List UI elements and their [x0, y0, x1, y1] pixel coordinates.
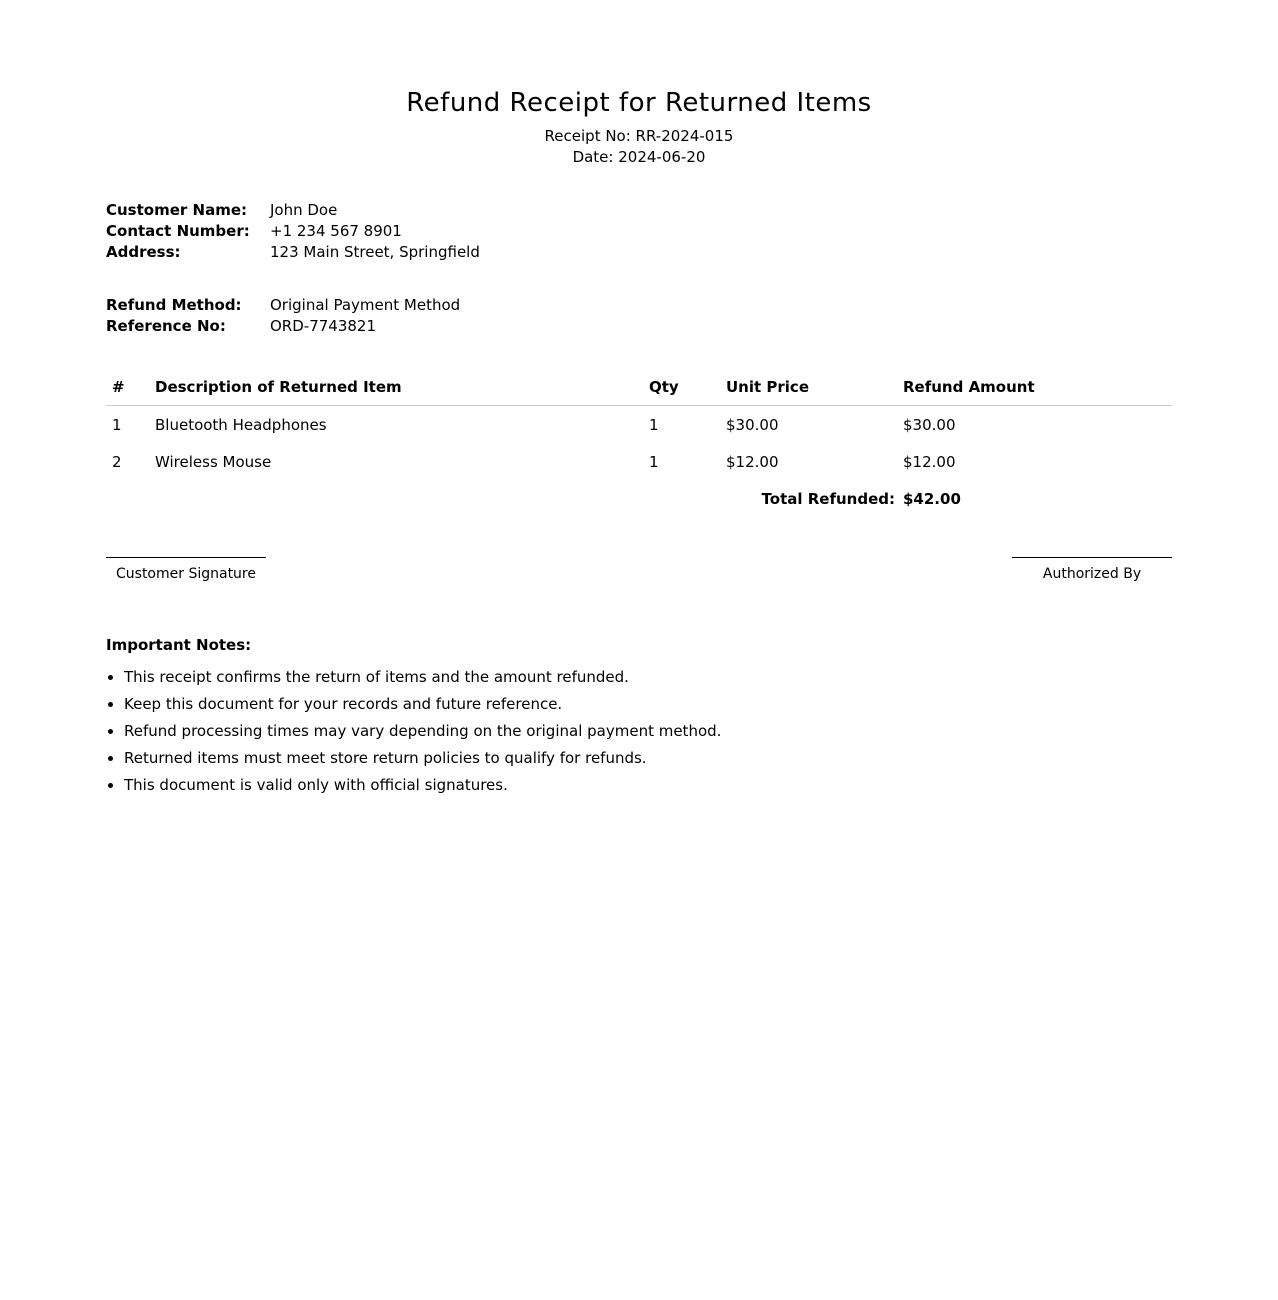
list-item: • This document is valid only with official signatures. [124, 772, 721, 799]
header-number: # [106, 368, 149, 406]
total-refunded-label: Total Refunded: [761, 489, 895, 508]
customer-name-row [106, 200, 480, 221]
table-row [106, 406, 1172, 444]
reference-no-value: ORD-7743821 [270, 317, 376, 335]
total-row [106, 480, 1172, 517]
row-description: Wireless Mouse [155, 452, 272, 471]
receipt-date: Date: 2024-06-20 [572, 148, 706, 166]
row-qty: 1 [649, 415, 659, 434]
header-qty: Qty [643, 368, 720, 406]
table-row [106, 443, 1172, 480]
list-item: • This receipt confirms the return of items and the amount refunded. [124, 664, 721, 691]
refund-method-row [106, 295, 460, 316]
table-header-row [106, 368, 1172, 406]
refund-method-value: Original Payment Method [270, 296, 461, 314]
row-refund-amount: $12.00 [903, 452, 956, 471]
row-unit-price: $12.00 [726, 452, 779, 471]
contact-number-label: Contact Number: [106, 222, 250, 240]
row-refund-amount: $30.00 [903, 415, 956, 434]
list-item: • Returned items must meet store return policies to qualify for refunds. [124, 745, 721, 772]
row-number: 1 [112, 415, 122, 434]
list-item: • Keep this document for your records and future reference. [124, 691, 721, 718]
authorized-by-line: Authorized By [1012, 557, 1172, 582]
customer-name-label: Customer Name: [106, 201, 247, 219]
customer-name-value: John Doe [270, 201, 338, 219]
customer-signature-line: Customer Signature [106, 557, 266, 582]
notes-title: Important Notes: [106, 636, 252, 654]
refund-method-label: Refund Method: [106, 296, 242, 314]
row-number: 2 [112, 452, 122, 471]
address-value: 123 Main Street, Springfield [270, 243, 480, 261]
reference-no-row [106, 316, 460, 337]
notes-list [106, 664, 721, 799]
row-unit-price: $30.00 [726, 415, 779, 434]
contact-number-value: +1 234 567 8901 [270, 222, 402, 240]
row-description: Bluetooth Headphones [155, 415, 327, 434]
reference-no-label: Reference No: [106, 317, 226, 335]
header-unit-price: Unit Price [720, 368, 897, 406]
contact-number-row [106, 221, 480, 242]
refund-info [106, 295, 460, 337]
address-label: Address: [106, 243, 181, 261]
address-row [106, 242, 480, 263]
list-item: • Refund processing times may vary depending on the original payment method. [124, 718, 721, 745]
row-qty: 1 [649, 452, 659, 471]
total-refunded-value: $42.00 [903, 489, 961, 508]
header-description: Description of Returned Item [149, 368, 643, 406]
customer-info [106, 200, 480, 263]
header-refund-amount: Refund Amount [897, 368, 1172, 406]
returned-items-table [106, 368, 1172, 517]
receipt-number: Receipt No: RR-2024-015 [544, 127, 734, 145]
page-title: Refund Receipt for Returned Items [406, 88, 872, 118]
